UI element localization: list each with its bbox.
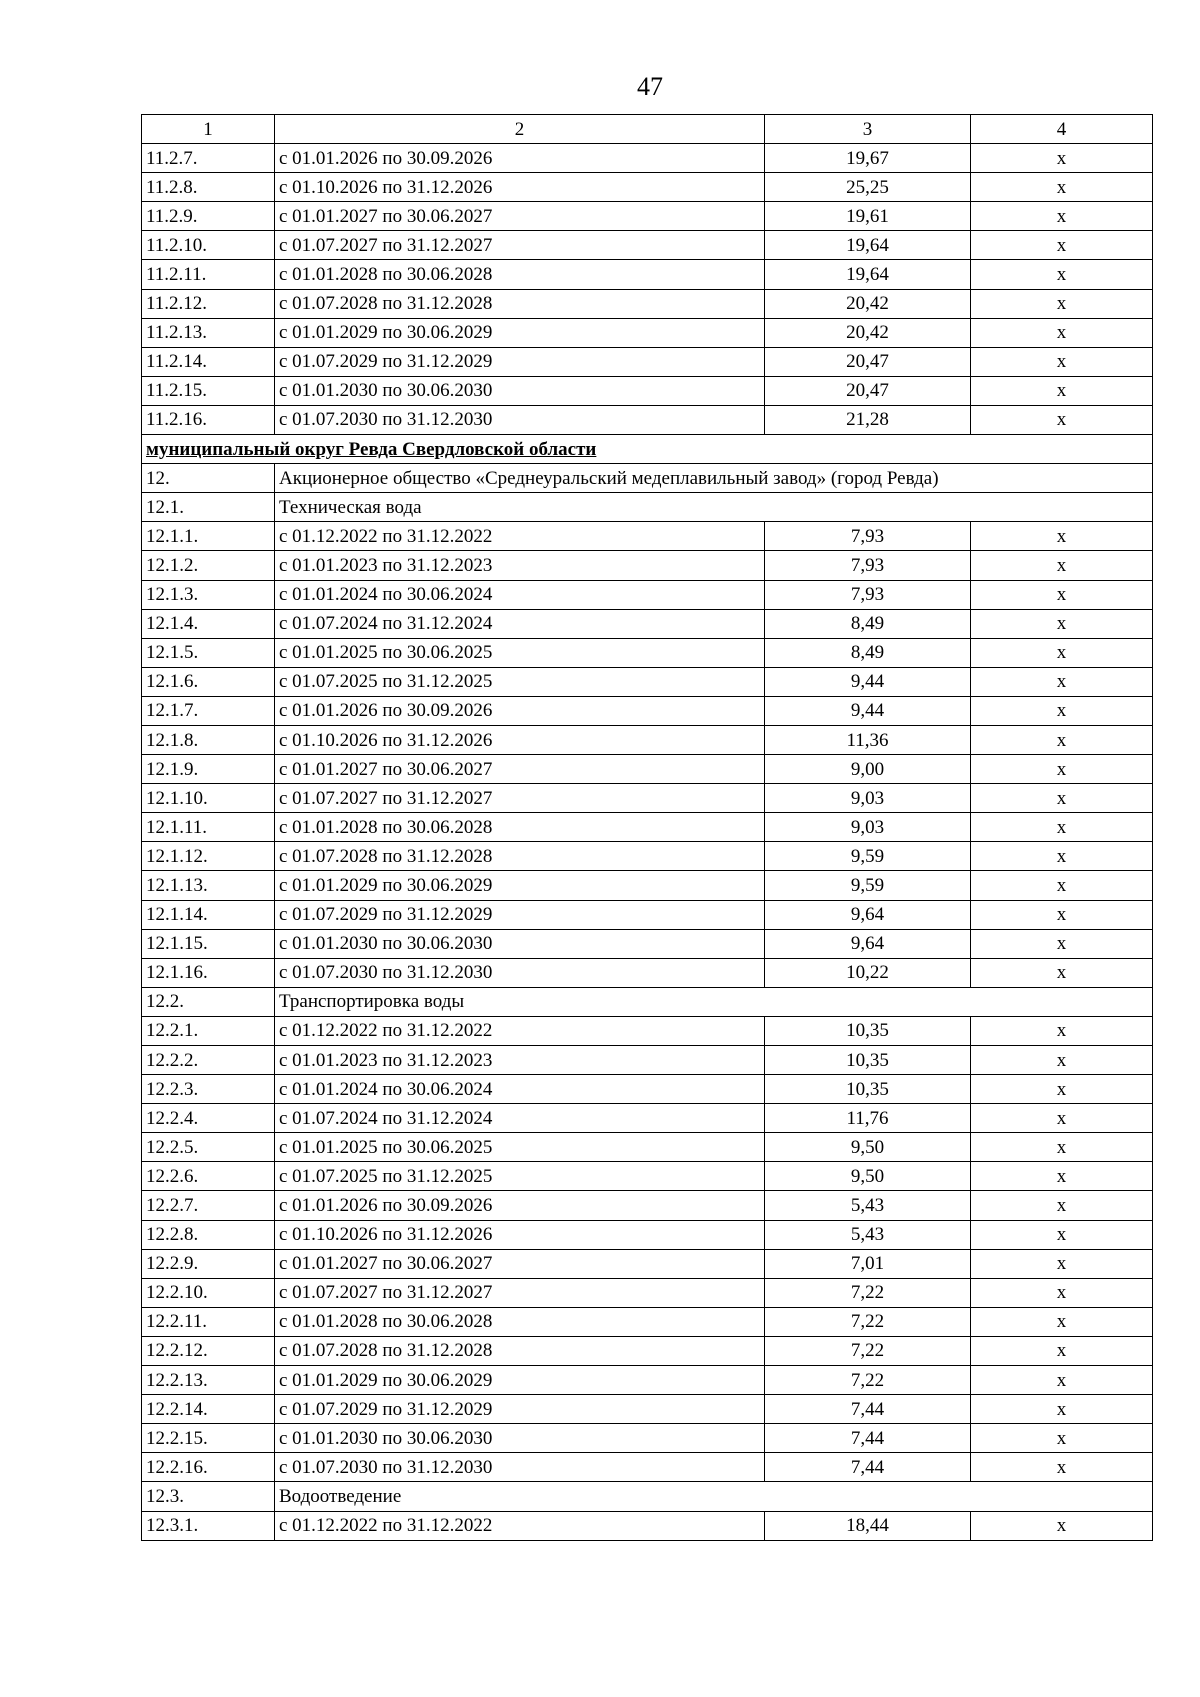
table-row <box>142 1366 1153 1395</box>
table-row <box>142 755 1153 784</box>
period-cell: с 01.01.2027 по 30.06.2027 <box>275 1249 765 1278</box>
mark-cell: x <box>971 1307 1153 1336</box>
row-number: 12.1.15. <box>142 929 275 958</box>
mark-cell: x <box>971 1133 1153 1162</box>
row-number: 12.1.2. <box>142 551 275 580</box>
value-cell: 7,22 <box>765 1278 971 1307</box>
row-number: 11.2.9. <box>142 202 275 231</box>
row-number: 12.3. <box>142 1482 275 1511</box>
table-row <box>142 1104 1153 1133</box>
value-cell: 9,50 <box>765 1162 971 1191</box>
group-row <box>142 464 1153 493</box>
table-row <box>142 289 1153 318</box>
value-cell: 20,42 <box>765 289 971 318</box>
value-cell: 9,00 <box>765 755 971 784</box>
table-row <box>142 1453 1153 1482</box>
period-cell: с 01.07.2024 по 31.12.2024 <box>275 1104 765 1133</box>
section-title: муниципальный округ Ревда Свердловской области <box>142 435 1153 464</box>
value-cell: 25,25 <box>765 173 971 202</box>
table-row <box>142 609 1153 638</box>
table-row <box>142 1046 1153 1075</box>
table-row <box>142 231 1153 260</box>
period-cell: с 01.01.2026 по 30.09.2026 <box>275 696 765 725</box>
period-cell: с 01.07.2028 по 31.12.2028 <box>275 842 765 871</box>
value-cell: 7,44 <box>765 1395 971 1424</box>
header-col-1: 1 <box>142 115 275 144</box>
mark-cell: x <box>971 318 1153 347</box>
row-number: 12.2.10. <box>142 1278 275 1307</box>
value-cell: 18,44 <box>765 1511 971 1540</box>
mark-cell: x <box>971 173 1153 202</box>
row-number: 11.2.11. <box>142 260 275 289</box>
mark-cell: x <box>971 638 1153 667</box>
mark-cell: x <box>971 1075 1153 1104</box>
row-number: 12.1. <box>142 493 275 522</box>
value-cell: 10,35 <box>765 1016 971 1045</box>
table-row <box>142 522 1153 551</box>
mark-cell: x <box>971 842 1153 871</box>
table-row <box>142 1016 1153 1045</box>
period-cell: с 01.10.2026 по 31.12.2026 <box>275 173 765 202</box>
row-number: 12.1.5. <box>142 638 275 667</box>
table-row <box>142 958 1153 987</box>
row-number: 12.2.13. <box>142 1366 275 1395</box>
period-cell: с 01.12.2022 по 31.12.2022 <box>275 522 765 551</box>
row-number: 12.1.4. <box>142 609 275 638</box>
table-row <box>142 173 1153 202</box>
row-number: 12.2.1. <box>142 1016 275 1045</box>
period-cell: с 01.01.2027 по 30.06.2027 <box>275 202 765 231</box>
table-row <box>142 1162 1153 1191</box>
value-cell: 9,64 <box>765 900 971 929</box>
mark-cell: x <box>971 1511 1153 1540</box>
mark-cell: x <box>971 1016 1153 1045</box>
mark-cell: x <box>971 231 1153 260</box>
mark-cell: x <box>971 1366 1153 1395</box>
row-number: 12.2.3. <box>142 1075 275 1104</box>
period-cell: с 01.07.2030 по 31.12.2030 <box>275 405 765 434</box>
period-cell: с 01.07.2029 по 31.12.2029 <box>275 1395 765 1424</box>
mark-cell: x <box>971 929 1153 958</box>
value-cell: 20,47 <box>765 376 971 405</box>
mark-cell: x <box>971 1249 1153 1278</box>
table-row <box>142 813 1153 842</box>
mark-cell: x <box>971 202 1153 231</box>
mark-cell: x <box>971 551 1153 580</box>
table-row <box>142 900 1153 929</box>
table-row <box>142 1395 1153 1424</box>
tariff-table <box>141 114 1153 1541</box>
table-row <box>142 871 1153 900</box>
header-col-4: 4 <box>971 115 1153 144</box>
mark-cell: x <box>971 784 1153 813</box>
value-cell: 9,03 <box>765 784 971 813</box>
mark-cell: x <box>971 1278 1153 1307</box>
mark-cell: x <box>971 1424 1153 1453</box>
period-cell: с 01.01.2030 по 30.06.2030 <box>275 929 765 958</box>
row-number: 12.1.13. <box>142 871 275 900</box>
table-row <box>142 1278 1153 1307</box>
value-cell: 9,59 <box>765 842 971 871</box>
value-cell: 8,49 <box>765 638 971 667</box>
page-number: 47 <box>637 72 663 101</box>
mark-cell: x <box>971 1453 1153 1482</box>
value-cell: 10,22 <box>765 958 971 987</box>
table-row <box>142 725 1153 754</box>
value-cell: 7,22 <box>765 1307 971 1336</box>
period-cell: с 01.01.2029 по 30.06.2029 <box>275 318 765 347</box>
value-cell: 9,44 <box>765 696 971 725</box>
value-cell: 7,93 <box>765 580 971 609</box>
table-row <box>142 1307 1153 1336</box>
mark-cell: x <box>971 289 1153 318</box>
value-cell: 8,49 <box>765 609 971 638</box>
value-cell: 20,47 <box>765 347 971 376</box>
mark-cell: x <box>971 900 1153 929</box>
table-row <box>142 1249 1153 1278</box>
period-cell: с 01.07.2025 по 31.12.2025 <box>275 667 765 696</box>
mark-cell: x <box>971 609 1153 638</box>
row-number: 12.1.9. <box>142 755 275 784</box>
mark-cell: x <box>971 1336 1153 1365</box>
table-row <box>142 638 1153 667</box>
group-title: Техническая вода <box>275 493 1153 522</box>
value-cell: 7,22 <box>765 1336 971 1365</box>
mark-cell: x <box>971 522 1153 551</box>
row-number: 11.2.10. <box>142 231 275 260</box>
value-cell: 7,44 <box>765 1424 971 1453</box>
period-cell: с 01.07.2027 по 31.12.2027 <box>275 784 765 813</box>
row-number: 12.2.14. <box>142 1395 275 1424</box>
value-cell: 7,93 <box>765 551 971 580</box>
table-row <box>142 1220 1153 1249</box>
period-cell: с 01.07.2029 по 31.12.2029 <box>275 347 765 376</box>
period-cell: с 01.01.2023 по 31.12.2023 <box>275 1046 765 1075</box>
row-number: 12.2.15. <box>142 1424 275 1453</box>
table-row <box>142 580 1153 609</box>
value-cell: 19,67 <box>765 144 971 173</box>
table-row <box>142 667 1153 696</box>
period-cell: с 01.07.2025 по 31.12.2025 <box>275 1162 765 1191</box>
group-row <box>142 987 1153 1016</box>
value-cell: 20,42 <box>765 318 971 347</box>
mark-cell: x <box>971 871 1153 900</box>
value-cell: 19,64 <box>765 260 971 289</box>
value-cell: 7,01 <box>765 1249 971 1278</box>
mark-cell: x <box>971 1162 1153 1191</box>
mark-cell: x <box>971 1395 1153 1424</box>
row-number: 12.2.6. <box>142 1162 275 1191</box>
value-cell: 11,36 <box>765 725 971 754</box>
period-cell: с 01.01.2023 по 31.12.2023 <box>275 551 765 580</box>
period-cell: с 01.01.2030 по 30.06.2030 <box>275 376 765 405</box>
period-cell: с 01.10.2026 по 31.12.2026 <box>275 725 765 754</box>
mark-cell: x <box>971 725 1153 754</box>
value-cell: 10,35 <box>765 1075 971 1104</box>
period-cell: с 01.12.2022 по 31.12.2022 <box>275 1511 765 1540</box>
value-cell: 5,43 <box>765 1191 971 1220</box>
period-cell: с 01.01.2028 по 30.06.2028 <box>275 813 765 842</box>
value-cell: 9,64 <box>765 929 971 958</box>
value-cell: 5,43 <box>765 1220 971 1249</box>
row-number: 12.1.7. <box>142 696 275 725</box>
row-number: 12.1.16. <box>142 958 275 987</box>
row-number: 12.2.2. <box>142 1046 275 1075</box>
row-number: 11.2.15. <box>142 376 275 405</box>
mark-cell: x <box>971 1191 1153 1220</box>
value-cell: 9,44 <box>765 667 971 696</box>
table-row <box>142 405 1153 434</box>
row-number: 12.2.11. <box>142 1307 275 1336</box>
mark-cell: x <box>971 1046 1153 1075</box>
group-row <box>142 493 1153 522</box>
value-cell: 7,22 <box>765 1366 971 1395</box>
table-row <box>142 696 1153 725</box>
period-cell: с 01.07.2024 по 31.12.2024 <box>275 609 765 638</box>
table-row <box>142 784 1153 813</box>
mark-cell: x <box>971 755 1153 784</box>
row-number: 12.2.4. <box>142 1104 275 1133</box>
mark-cell: x <box>971 376 1153 405</box>
table-row <box>142 1191 1153 1220</box>
table-row <box>142 144 1153 173</box>
table-row <box>142 202 1153 231</box>
mark-cell: x <box>971 405 1153 434</box>
row-number: 11.2.13. <box>142 318 275 347</box>
row-number: 12.2. <box>142 987 275 1016</box>
mark-cell: x <box>971 260 1153 289</box>
value-cell: 19,61 <box>765 202 971 231</box>
period-cell: с 01.10.2026 по 31.12.2026 <box>275 1220 765 1249</box>
period-cell: с 01.01.2026 по 30.09.2026 <box>275 1191 765 1220</box>
period-cell: с 01.01.2029 по 30.06.2029 <box>275 871 765 900</box>
row-number: 12.2.7. <box>142 1191 275 1220</box>
row-number: 12.1.3. <box>142 580 275 609</box>
mark-cell: x <box>971 667 1153 696</box>
row-number: 12.2.12. <box>142 1336 275 1365</box>
table-row <box>142 1511 1153 1540</box>
value-cell: 7,44 <box>765 1453 971 1482</box>
table-row <box>142 929 1153 958</box>
value-cell: 11,76 <box>765 1104 971 1133</box>
value-cell: 10,35 <box>765 1046 971 1075</box>
row-number: 12.1.6. <box>142 667 275 696</box>
row-number: 12.1.12. <box>142 842 275 871</box>
row-number: 12.2.9. <box>142 1249 275 1278</box>
period-cell: с 01.01.2025 по 30.06.2025 <box>275 638 765 667</box>
period-cell: с 01.07.2030 по 31.12.2030 <box>275 958 765 987</box>
period-cell: с 01.01.2029 по 30.06.2029 <box>275 1366 765 1395</box>
mark-cell: x <box>971 580 1153 609</box>
period-cell: с 01.01.2025 по 30.06.2025 <box>275 1133 765 1162</box>
table-row <box>142 376 1153 405</box>
row-number: 11.2.8. <box>142 173 275 202</box>
group-row <box>142 1482 1153 1511</box>
table-row <box>142 1133 1153 1162</box>
row-number: 11.2.14. <box>142 347 275 376</box>
period-cell: с 01.07.2027 по 31.12.2027 <box>275 1278 765 1307</box>
mark-cell: x <box>971 813 1153 842</box>
table-row <box>142 551 1153 580</box>
mark-cell: x <box>971 958 1153 987</box>
row-number: 12.1.1. <box>142 522 275 551</box>
period-cell: с 01.01.2024 по 30.06.2024 <box>275 1075 765 1104</box>
mark-cell: x <box>971 144 1153 173</box>
mark-cell: x <box>971 1104 1153 1133</box>
period-cell: с 01.07.2030 по 31.12.2030 <box>275 1453 765 1482</box>
mark-cell: x <box>971 1220 1153 1249</box>
row-number: 12. <box>142 464 275 493</box>
value-cell: 7,93 <box>765 522 971 551</box>
mark-cell: x <box>971 347 1153 376</box>
period-cell: с 01.07.2029 по 31.12.2029 <box>275 900 765 929</box>
period-cell: с 01.07.2028 по 31.12.2028 <box>275 289 765 318</box>
row-number: 12.2.8. <box>142 1220 275 1249</box>
mark-cell: x <box>971 696 1153 725</box>
section-row <box>142 435 1153 464</box>
table-row <box>142 1424 1153 1453</box>
value-cell: 9,59 <box>765 871 971 900</box>
period-cell: с 01.01.2030 по 30.06.2030 <box>275 1424 765 1453</box>
table-row <box>142 842 1153 871</box>
row-number: 12.1.11. <box>142 813 275 842</box>
row-number: 12.1.10. <box>142 784 275 813</box>
period-cell: с 01.01.2028 по 30.06.2028 <box>275 260 765 289</box>
group-title: Транспортировка воды <box>275 987 1153 1016</box>
period-cell: с 01.07.2027 по 31.12.2027 <box>275 231 765 260</box>
period-cell: с 01.01.2027 по 30.06.2027 <box>275 755 765 784</box>
tariff-table-body <box>142 115 1153 1541</box>
row-number: 12.2.5. <box>142 1133 275 1162</box>
table-row <box>142 318 1153 347</box>
row-number: 11.2.16. <box>142 405 275 434</box>
value-cell: 21,28 <box>765 405 971 434</box>
header-row <box>142 115 1153 144</box>
table-row <box>142 347 1153 376</box>
row-number: 11.2.12. <box>142 289 275 318</box>
value-cell: 9,50 <box>765 1133 971 1162</box>
row-number: 12.3.1. <box>142 1511 275 1540</box>
row-number: 12.1.14. <box>142 900 275 929</box>
period-cell: с 01.01.2026 по 30.09.2026 <box>275 144 765 173</box>
period-cell: с 01.01.2028 по 30.06.2028 <box>275 1307 765 1336</box>
table-row <box>142 260 1153 289</box>
row-number: 12.2.16. <box>142 1453 275 1482</box>
value-cell: 9,03 <box>765 813 971 842</box>
value-cell: 19,64 <box>765 231 971 260</box>
header-col-3: 3 <box>765 115 971 144</box>
period-cell: с 01.07.2028 по 31.12.2028 <box>275 1336 765 1365</box>
header-col-2: 2 <box>275 115 765 144</box>
row-number: 11.2.7. <box>142 144 275 173</box>
table-row <box>142 1075 1153 1104</box>
period-cell: с 01.01.2024 по 30.06.2024 <box>275 580 765 609</box>
period-cell: с 01.12.2022 по 31.12.2022 <box>275 1016 765 1045</box>
group-title: Водоотведение <box>275 1482 1153 1511</box>
group-title: Акционерное общество «Среднеуральский медеплавильный завод» (город Ревда) <box>275 464 1153 493</box>
row-number: 12.1.8. <box>142 725 275 754</box>
table-row <box>142 1336 1153 1365</box>
